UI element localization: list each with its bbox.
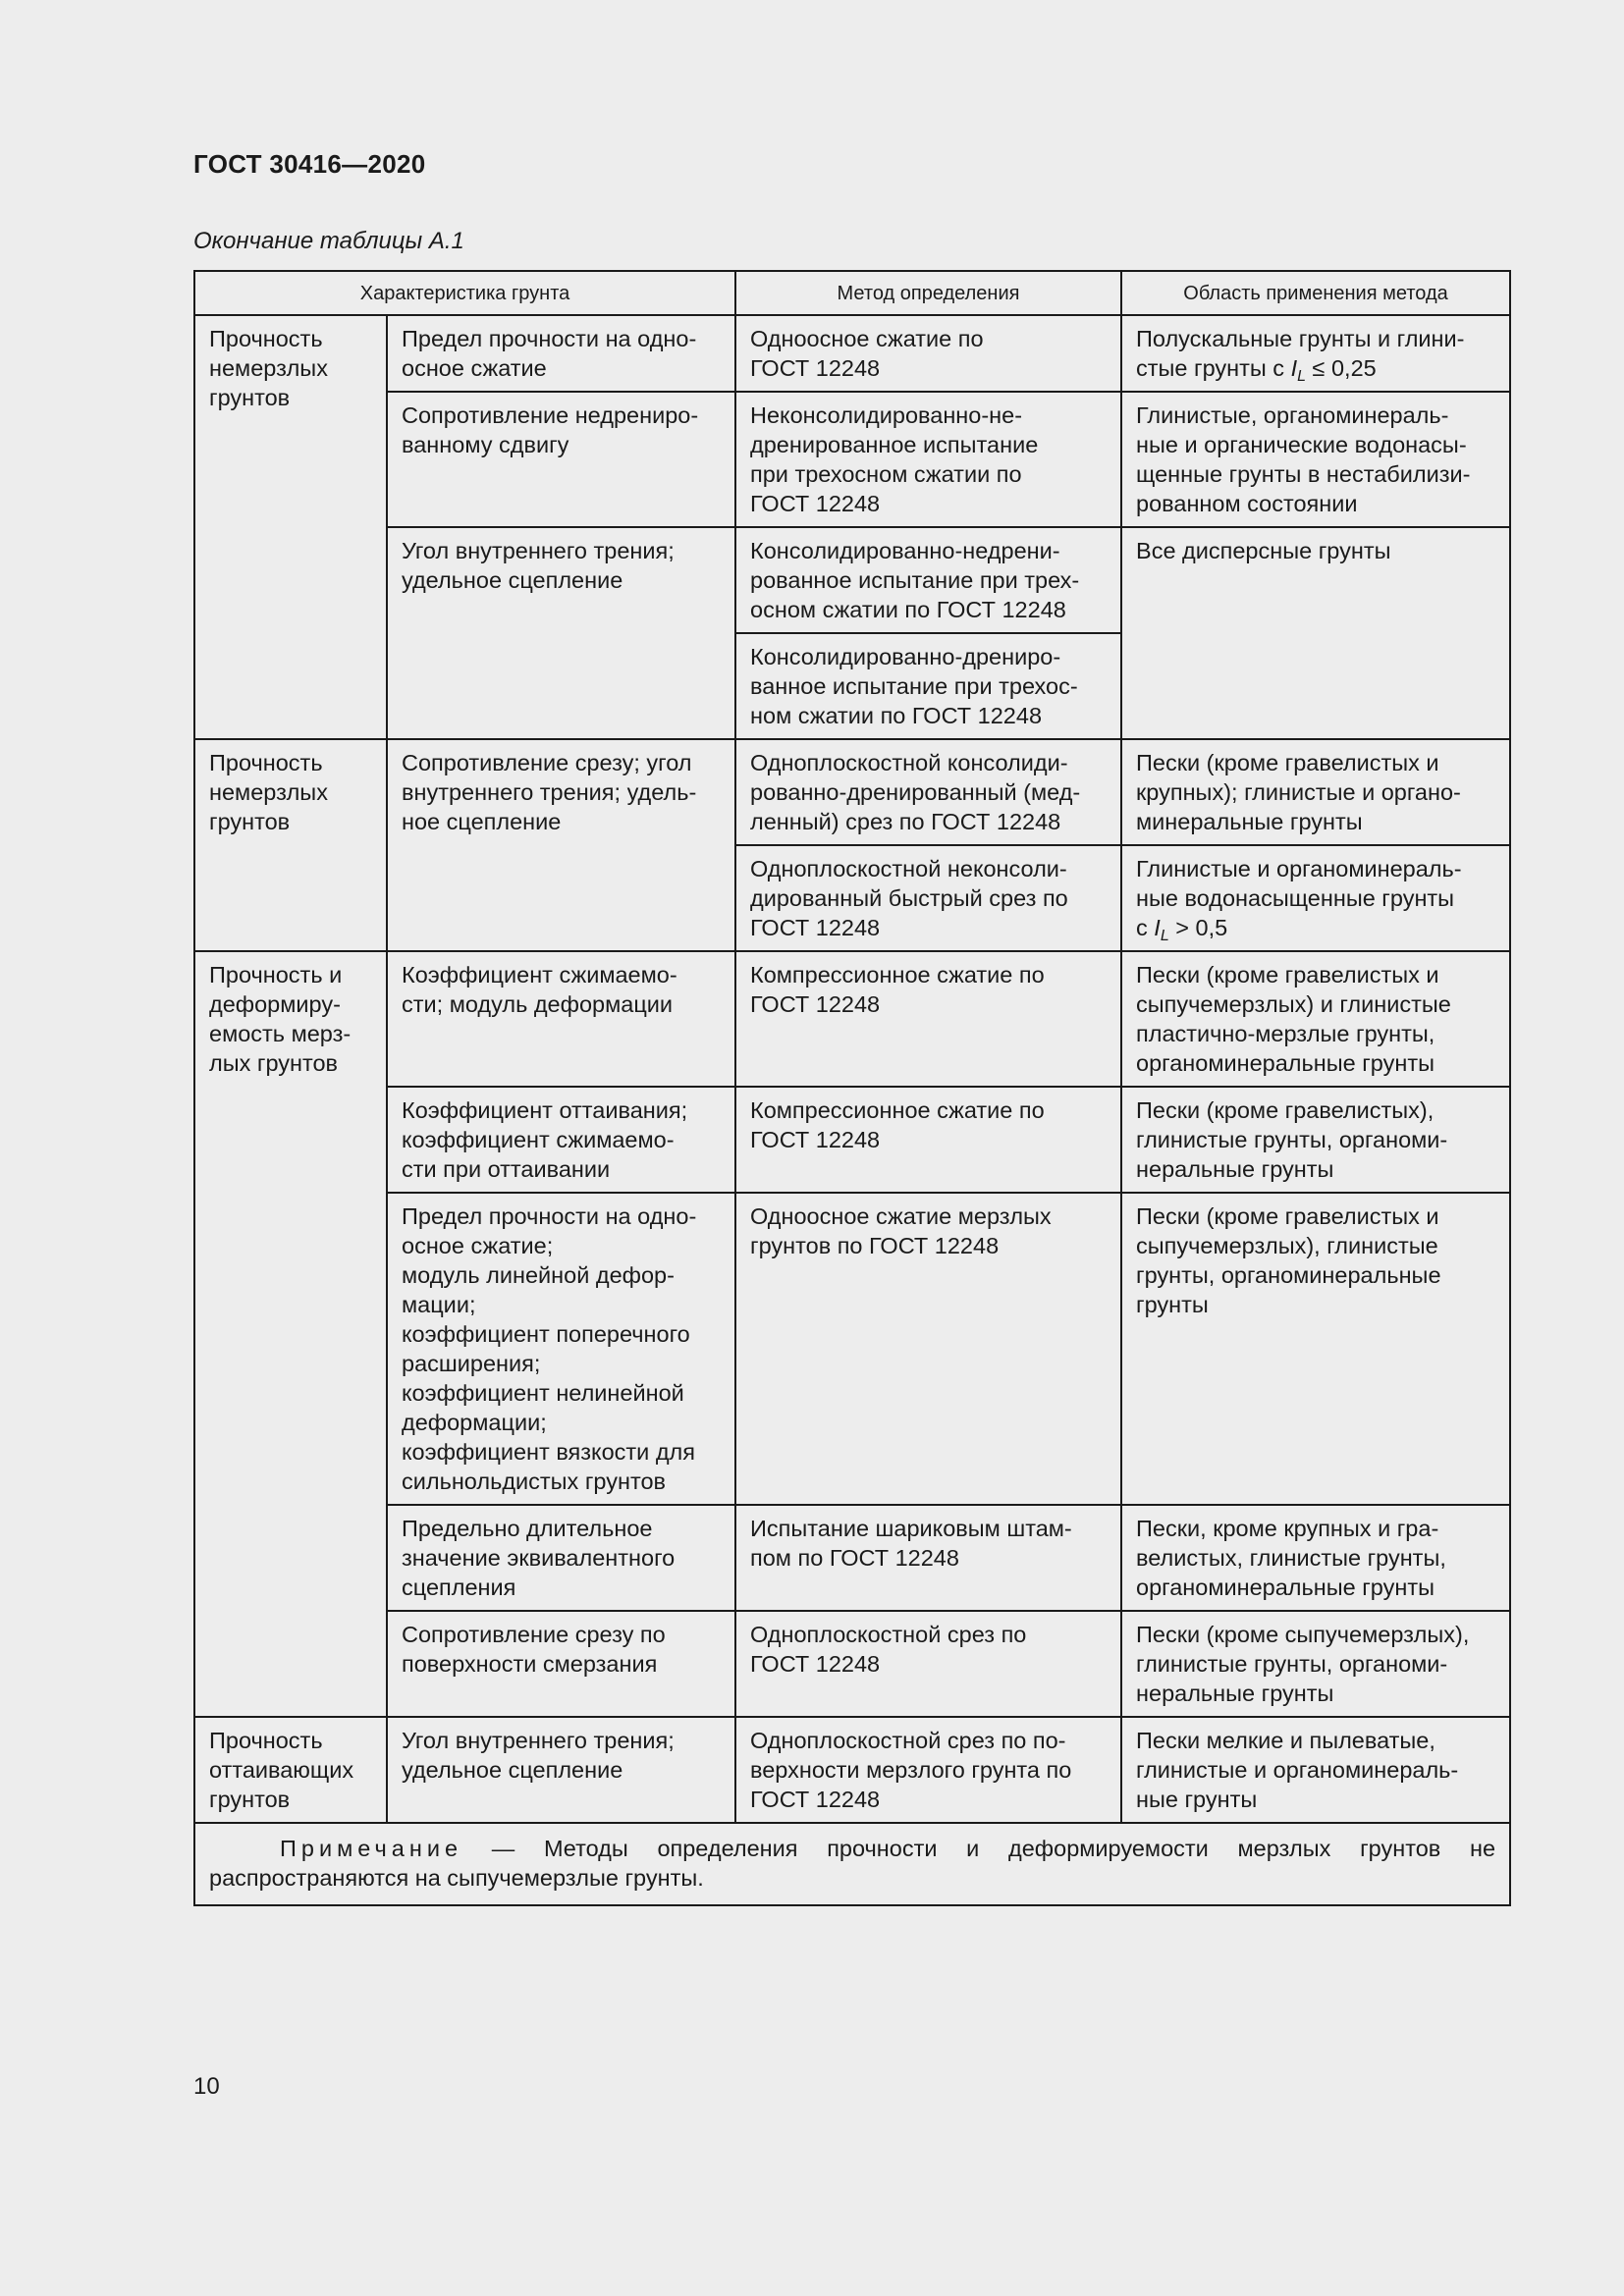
table-row [194,1611,1510,1717]
table-row [194,1505,1510,1611]
scope-cell: Пески мелкие и пылеватые, глинистые и органоминераль- ные грунты [1121,1717,1510,1823]
property-cell: Коэффициент сжимаемо- сти; модуль деформации [387,951,735,1087]
scope-cell: Пески (кроме сыпучемерзлых), глинистые грунты, органоми- неральные грунты [1121,1611,1510,1717]
soil-methods-table [193,270,1511,1906]
liquidity-index-symbol: I [1154,915,1161,940]
table-row [194,951,1510,1087]
note-text: Методы определения прочности и деформируемости мерзлых грунтов не распространяются на сыпучемерзлые грунты. [209,1836,1496,1891]
table-row [194,1717,1510,1823]
property-cell: Угол внутреннего трения; удельное сцепление [387,527,735,739]
property-cell: Коэффициент оттаивания; коэффициент сжимаемо- сти при оттаивании [387,1087,735,1193]
method-cell: Одноплоскостной консолиди- рованно-дренированный (мед- ленный) срез по ГОСТ 12248 [735,739,1121,845]
table-note-row [194,1823,1510,1905]
group-name: Прочность оттаивающих грунтов [194,1717,387,1823]
scope-cell: Все дисперсные грунты [1121,527,1510,739]
scope-cell: Пески (кроме гравелистых и сыпучемерзлых), глинистые грунты, органоминеральные грунты [1121,1193,1510,1505]
table-row [194,527,1510,633]
method-cell: Компрессионное сжатие по ГОСТ 12248 [735,951,1121,1087]
method-cell: Одноплоскостной неконсоли- дированный быстрый срез по ГОСТ 12248 [735,845,1121,951]
table-caption: Окончание таблицы А.1 [193,228,464,254]
scope-text: > 0,5 [1168,915,1228,940]
property-cell: Сопротивление срезу по поверхности смерзания [387,1611,735,1717]
scope-text: Глинистые и органоминераль- ные водонасыщенные грунты с [1136,856,1462,940]
method-cell: Неконсолидированно-не- дренированное испытание при трехосном сжатии по ГОСТ 12248 [735,392,1121,527]
scope-cell: Пески (кроме гравелистых), глинистые грунты, органоми- неральные грунты [1121,1087,1510,1193]
scope-text: ≤ 0,25 [1306,355,1377,381]
header-characteristic: Характеристика грунта [194,271,735,315]
property-cell: Сопротивление срезу; угол внутреннего трения; удель- ное сцепление [387,739,735,951]
scope-cell: Глинистые, органоминераль- ные и органические водонасы- щенные грунты в нестабилизи- рованном состоянии [1121,392,1510,527]
page-number: 10 [193,2073,220,2100]
group-name: Прочность немерзлых грунтов [194,315,387,739]
method-cell: Консолидированно-недрени- рованное испытание при трех- осном сжатии по ГОСТ 12248 [735,527,1121,633]
scope-cell: Пески (кроме гравелистых и сыпучемерзлых) и глинистые пластично-мерзлые грунты, органоминеральные грунты [1121,951,1510,1087]
group-name: Прочность немерзлых грунтов [194,739,387,951]
header-scope: Область применения метода [1121,271,1510,315]
note-label: Примечание [280,1836,463,1861]
table-note [194,1823,1510,1905]
table-row [194,1087,1510,1193]
header-method: Метод определения [735,271,1121,315]
property-cell: Сопротивление недрениро- ванному сдвигу [387,392,735,527]
table-row [194,1193,1510,1505]
scope-cell [1121,845,1510,951]
liquidity-index-subscript: L [1297,368,1307,385]
table-row [194,392,1510,527]
table-row [194,739,1510,845]
scope-cell: Пески (кроме гравелистых и крупных); глинистые и органо- минеральные грунты [1121,739,1510,845]
table-row [194,315,1510,392]
group-name: Прочность и деформиру- емость мерз- лых грунтов [194,951,387,1717]
method-cell: Одноплоскостной срез по ГОСТ 12248 [735,1611,1121,1717]
note-dash: — [462,1836,544,1861]
property-cell: Предел прочности на одно- осное сжатие [387,315,735,392]
property-cell: Предел прочности на одно- осное сжатие; модуль линейной дефор- мации; коэффициент поперечного расширения; коэффициент нелинейной деформации; коэффициент вязкости для сильнольдистых грунтов [387,1193,735,1505]
method-cell: Компрессионное сжатие по ГОСТ 12248 [735,1087,1121,1193]
document-title: ГОСТ 30416—2020 [193,149,426,179]
scope-cell [1121,315,1510,392]
property-cell: Предельно длительное значение эквивалентного сцепления [387,1505,735,1611]
method-cell: Испытание шариковым штам- пом по ГОСТ 12248 [735,1505,1121,1611]
method-cell: Одноосное сжатие по ГОСТ 12248 [735,315,1121,392]
method-cell: Одноосное сжатие мерзлых грунтов по ГОСТ 12248 [735,1193,1121,1505]
scope-text: Полускальные грунты и глини- стые грунты с [1136,326,1465,381]
method-cell: Консолидированно-дрениро- ванное испытание при трехос- ном сжатии по ГОСТ 12248 [735,633,1121,739]
method-cell: Одноплоскостной срез по по- верхности мерзлого грунта по ГОСТ 12248 [735,1717,1121,1823]
table-header-row [194,271,1510,315]
liquidity-index-symbol: I [1290,355,1298,381]
property-cell: Угол внутреннего трения; удельное сцепление [387,1717,735,1823]
scope-cell: Пески, кроме крупных и гра- велистых, глинистые грунты, органоминеральные грунты [1121,1505,1510,1611]
liquidity-index-subscript: L [1160,928,1169,944]
